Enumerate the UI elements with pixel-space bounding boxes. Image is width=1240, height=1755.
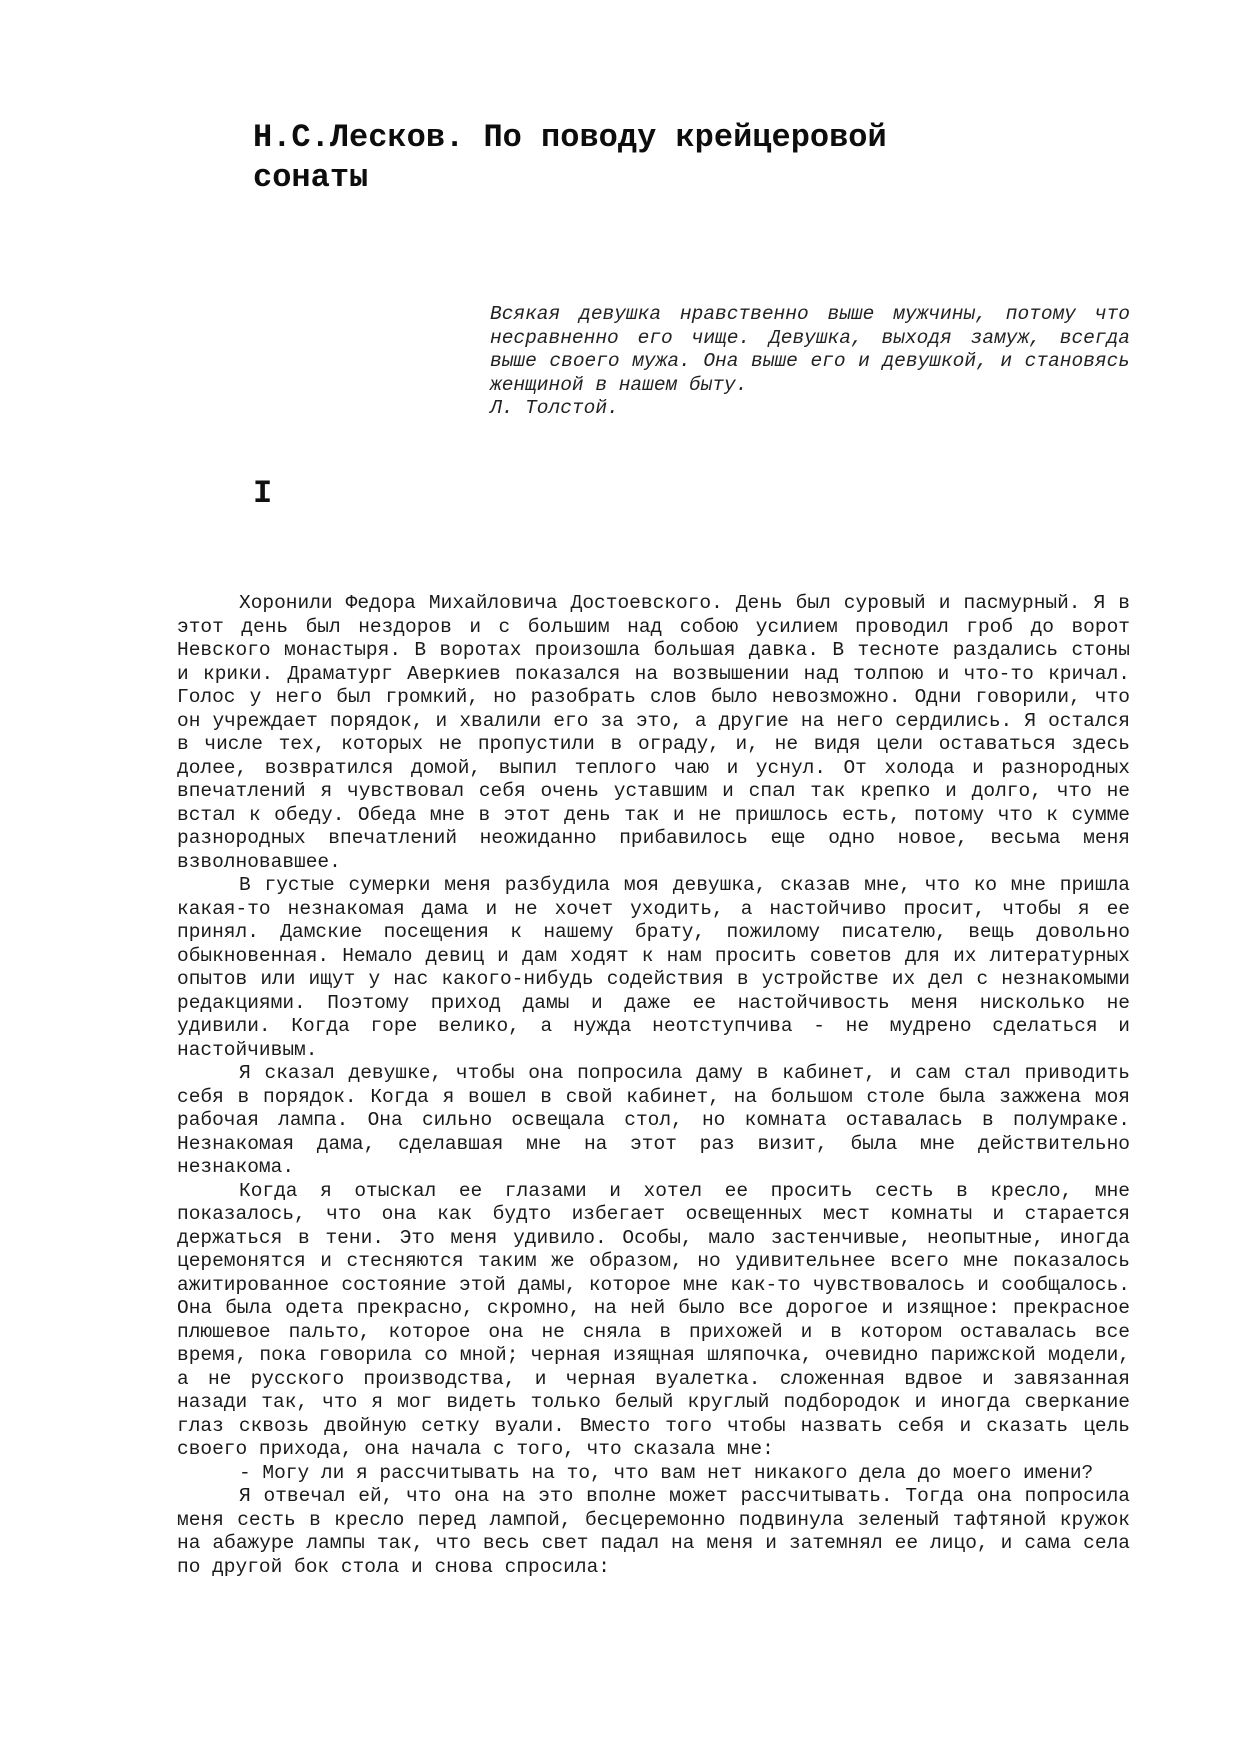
epigraph-author: Л. Толстой. [490,397,619,419]
paragraph: Когда я отыскал ее глазами и хотел ее просить сесть в кресло, мне показалось, что она как будто избегает освещенных мест комнаты и старается держаться в тени. Это меня удивило. Особы, мало застенчивые, неопытные, иногда церемонятся и стесняются таким же образом, но удивительнее всего мне показалось ажитированное состояние этой дамы, которое мне как-то чувствовалось и сообщалось. Она была одета прекрасно, скромно, на ней было все дорогое и изящное: прекрасное плюшевое пальто, которое она не сняла в прихожей и в котором оставалась все время, пока говорила со мной; черная изящная шляпочка, очевидно парижской модели, а не русского производства, и черная вуалетка. сложенная вдвое и завязанная назади так, что я мог видеть только белый круглый подбородок и иногда сверкание глаз сквозь двойную сетку вуали. Вместо того чтобы назвать себя и сказать цель своего прихода, она начала с того, что сказала мне: [177,1179,1130,1460]
paragraph: Хоронили Федора Михайловича Достоевского. День был суровый и пасмурный. Я в этот день был нездоров и с большим над собою усилием проводил гроб до ворот Невского монастыря. В воротах произошла большая давка. В тесноте раздались стоны и крики. Драматург Аверкиев показался на возвышении над толпою и что-то кричал. Голос у него был громкий, но разобрать слов было невозможно. Одни говорили, что он учреждает порядок, и хвалили его за это, а другие на него сердились. Я остался в числе тех, которых не пропустили в ограду, и, не видя цели оставаться здесь долее, возвратился домой, выпил теплого чаю и уснул. От холода и разнородных впечатлений я чувствовал себя очень уставшим и спал так крепко и долго, что не встал к обеду. Обеда мне в этот день так и не пришлось есть, потому что к сумме разнородных впечатлений неожиданно прибавилось еще одно новое, весьма меня взволновавшее. [177,592,1130,873]
epigraph [490,303,1130,421]
paragraph: - Могу ли я рассчитывать на то, что вам нет никакого дела до моего имени? [239,1461,1094,1484]
epigraph-text: Всякая девушка нравственно выше мужчины, потому что несравненно его чище. Девушка, выходя замуж, всегда выше своего мужа. Она выше его и девушкой, и становясь женщиной в нашем быту. [490,303,1130,396]
chapter-heading: I [253,475,273,512]
paragraph: Я отвечал ей, что она на это вполне может рассчитывать. Тогда она попросила меня сесть в кресло перед лампой, бесцеремонно подвинула зеленый тафтяной кружок на абажуре лампы так, что весь свет падал на меня и затемнял ее лицо, и сама села по другой бок стола и снова спросила: [177,1485,1130,1578]
paragraph: Я сказал девушке, чтобы она попросила даму в кабинет, и сам стал приводить себя в порядок. Когда я вошел в свой кабинет, на большом столе была зажжена моя рабочая лампа. Она сильно освещала стол, но комната оставалась в полумраке. Незнакомая дама, сделавшая мне на этот раз визит, была мне действительно незнакома. [177,1062,1130,1178]
paragraph: В густые сумерки меня разбудила моя девушка, сказав мне, что ко мне пришла какая-то незнакомая дама и не хочет уходить, а настойчиво просит, чтобы я ее принял. Дамские посещения к нашему брату, пожилому писателю, вещь довольно обыкновенная. Немало девиц и дам ходят к нам просить советов для их литературных опытов или ищут у нас какого-нибудь содействия в устройстве их дел с незнакомыми редакциями. Поэтому приход дамы и даже ее настойчивость меня нисколько не удивили. Когда горе велико, а нужда неотступчива - не мудрено сделаться и настойчивым. [177,874,1130,1061]
body-text [177,592,1130,1579]
page-title: Н.С.Лесков. По поводу крейцеровой сонаты [253,119,887,196]
